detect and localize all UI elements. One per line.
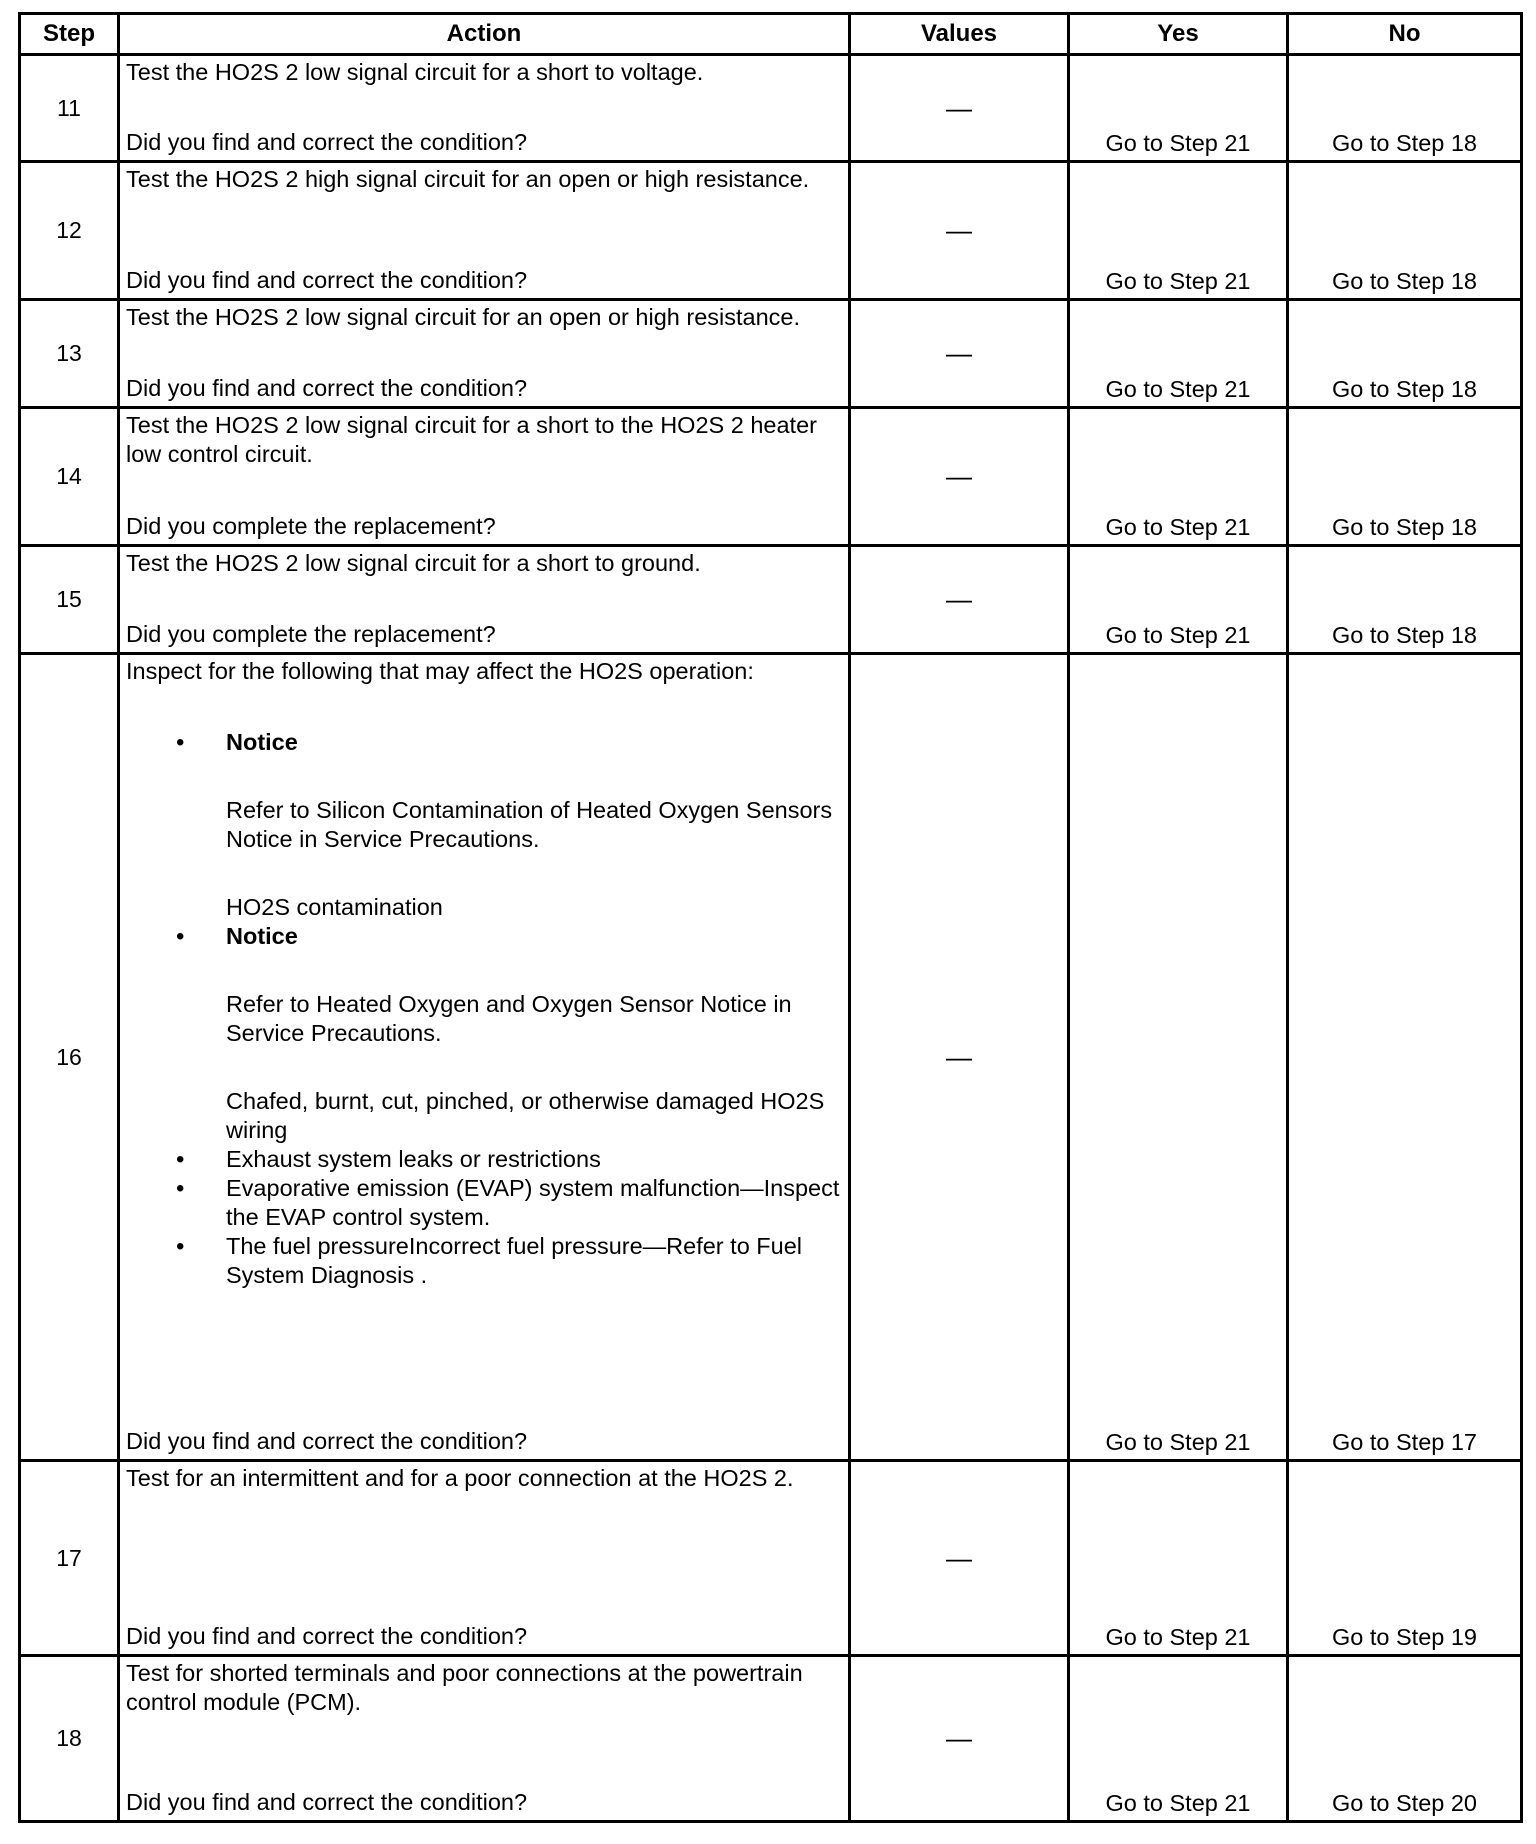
step-number: 13 — [20, 300, 119, 408]
action-cell — [119, 1656, 850, 1822]
list-item: • The fuel pressureIncorrect fuel pressure—Refer to Fuel System Diagnosis . — [126, 1232, 842, 1290]
yes-cell: Go to Step 21 — [1069, 1461, 1288, 1656]
yes-cell: Go to Step 21 — [1069, 408, 1288, 546]
action-question: Did you find and correct the condition? — [126, 1428, 528, 1454]
notice-text: Refer to Silicon Contamination of Heated Oxygen Sensors Notice in Service Precautions. — [226, 797, 833, 852]
action-text: Test the HO2S 2 low signal circuit for an open or high resistance. — [126, 304, 801, 330]
table-row — [20, 546, 1522, 654]
action-text: Test the HO2S 2 low signal circuit for a short to the HO2S 2 heater low control circuit. — [126, 412, 817, 467]
header-action: Action — [119, 14, 850, 55]
action-cell — [119, 55, 850, 162]
values-cell: — — [850, 162, 1069, 300]
table-row — [20, 162, 1522, 300]
action-cell — [119, 546, 850, 654]
no-cell: Go to Step 20 — [1288, 1656, 1522, 1822]
action-question: Did you find and correct the condition? — [126, 375, 528, 401]
action-text: Inspect for the following that may affect the HO2S operation: — [126, 658, 754, 684]
values-cell: — — [850, 408, 1069, 546]
header-no: No — [1288, 14, 1522, 55]
step-number: 16 — [20, 654, 119, 1461]
no-cell: Go to Step 18 — [1288, 546, 1522, 654]
action-cell — [119, 1461, 850, 1656]
table-row — [20, 1461, 1522, 1656]
diagnostic-table-document — [18, 12, 1520, 1823]
diagnostic-steps-table — [18, 12, 1523, 1823]
values-cell: — — [850, 546, 1069, 654]
notice-title: • Notice — [226, 923, 298, 949]
action-question: Did you find and correct the condition? — [126, 1789, 528, 1815]
action-text: Test the HO2S 2 low signal circuit for a short to voltage. — [126, 59, 704, 85]
table-row — [20, 1656, 1522, 1822]
notice-title: • Notice — [226, 729, 298, 755]
no-cell: Go to Step 19 — [1288, 1461, 1522, 1656]
header-yes: Yes — [1069, 14, 1288, 55]
yes-cell: Go to Step 21 — [1069, 300, 1288, 408]
action-text: Test for shorted terminals and poor connections at the powertrain control module (PCM). — [126, 1660, 803, 1715]
inspection-item: HO2S contamination — [226, 894, 443, 920]
yes-cell: Go to Step 21 — [1069, 654, 1288, 1461]
no-cell: Go to Step 18 — [1288, 162, 1522, 300]
list-item: • Exhaust system leaks or restrictions — [126, 1145, 842, 1174]
action-question: Did you find and correct the condition? — [126, 1623, 528, 1649]
action-text: Test the HO2S 2 high signal circuit for an open or high resistance. — [126, 166, 810, 192]
step-number: 11 — [20, 55, 119, 162]
list-item: • Evaporative emission (EVAP) system malfunction—Inspect the EVAP control system. — [126, 1174, 842, 1232]
notice-list — [126, 728, 842, 1145]
no-cell: Go to Step 18 — [1288, 55, 1522, 162]
action-text: Test the HO2S 2 low signal circuit for a short to ground. — [126, 550, 701, 576]
step-number: 15 — [20, 546, 119, 654]
yes-cell: Go to Step 21 — [1069, 546, 1288, 654]
values-cell: — — [850, 1656, 1069, 1822]
yes-cell: Go to Step 21 — [1069, 55, 1288, 162]
list-item — [126, 728, 842, 922]
step-number: 14 — [20, 408, 119, 546]
no-cell: Go to Step 18 — [1288, 300, 1522, 408]
list-item — [126, 922, 842, 1145]
header-values: Values — [850, 14, 1069, 55]
action-cell — [119, 300, 850, 408]
inspection-list — [126, 1145, 842, 1290]
yes-cell: Go to Step 21 — [1069, 1656, 1288, 1822]
header-step: Step — [20, 14, 119, 55]
action-cell — [119, 408, 850, 546]
action-question: Did you complete the replacement? — [126, 513, 496, 539]
step-number: 12 — [20, 162, 119, 300]
values-cell: — — [850, 55, 1069, 162]
action-cell — [119, 162, 850, 300]
notice-text: Refer to Heated Oxygen and Oxygen Sensor Notice in Service Precautions. — [226, 991, 792, 1046]
header-row — [20, 14, 1522, 55]
action-question: Did you find and correct the condition? — [126, 267, 528, 293]
table-row — [20, 654, 1522, 1461]
values-cell: — — [850, 1461, 1069, 1656]
action-cell — [119, 654, 850, 1461]
values-cell: — — [850, 300, 1069, 408]
table-row — [20, 408, 1522, 546]
values-cell: — — [850, 654, 1069, 1461]
no-cell: Go to Step 18 — [1288, 408, 1522, 546]
step-number: 18 — [20, 1656, 119, 1822]
action-question: Did you complete the replacement? — [126, 621, 496, 647]
action-question: Did you find and correct the condition? — [126, 129, 528, 155]
action-text: Test for an intermittent and for a poor connection at the HO2S 2. — [126, 1465, 794, 1491]
inspection-item: Chafed, burnt, cut, pinched, or otherwise damaged HO2S wiring — [226, 1088, 825, 1143]
yes-cell: Go to Step 21 — [1069, 162, 1288, 300]
table-row — [20, 300, 1522, 408]
no-cell: Go to Step 17 — [1288, 654, 1522, 1461]
step-number: 17 — [20, 1461, 119, 1656]
table-row — [20, 55, 1522, 162]
